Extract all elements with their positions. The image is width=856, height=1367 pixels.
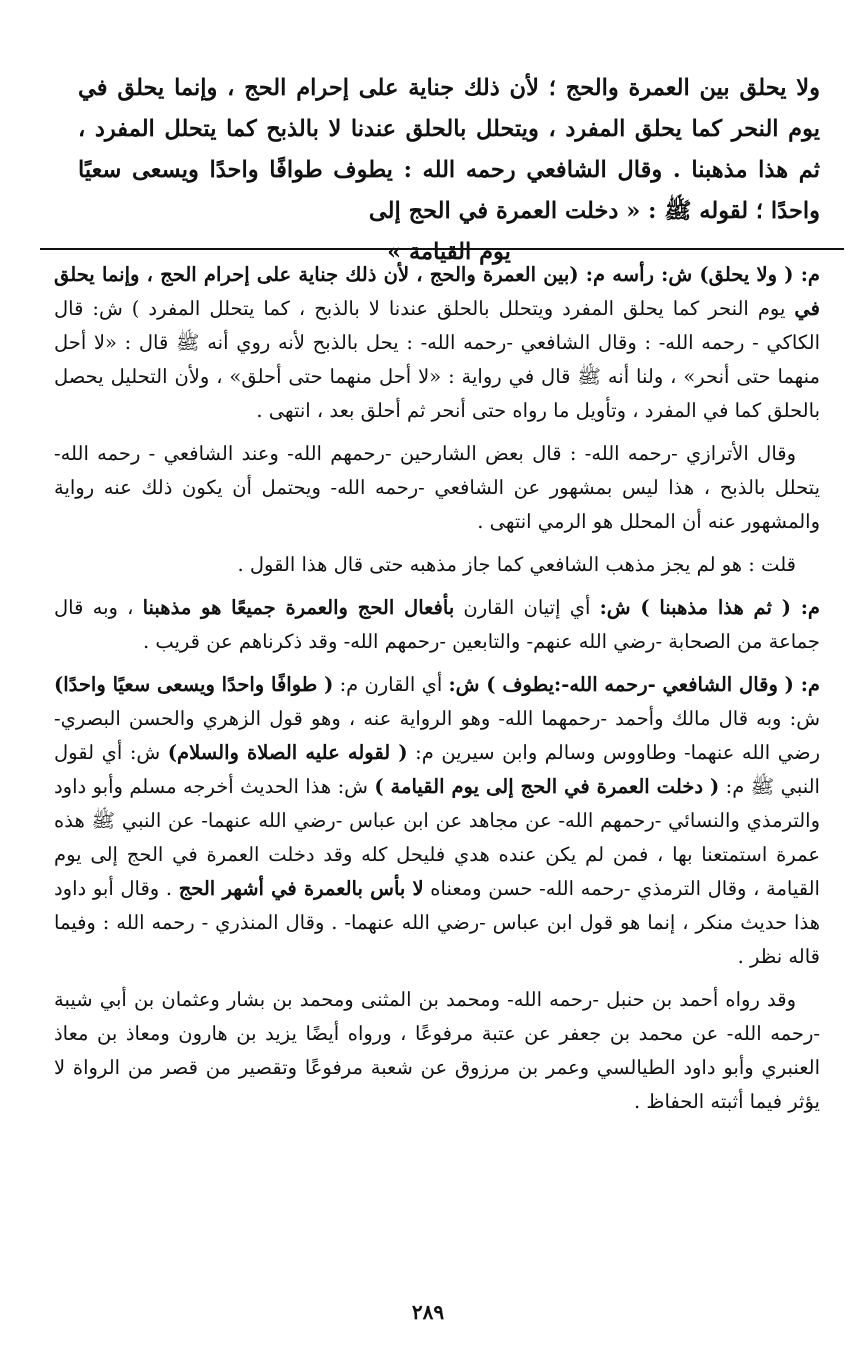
commentary-text: ، وبه قال جماعة من الصحابة -رضي الله عنهم- والتابعين -رحمهم الله- وقد ذكرناهم عن قريب . xyxy=(54,596,820,653)
separator-rule xyxy=(40,248,844,250)
commentary-paragraph-1 xyxy=(54,258,820,428)
quoted-matn: م: ( وقال الشافعي -رحمه الله-:يطوف ) ش: xyxy=(448,673,820,696)
commentary-paragraph-4 xyxy=(54,591,820,659)
commentary-text: أي القارن م: xyxy=(333,673,449,696)
sharh-commentary xyxy=(54,258,820,1128)
commentary-text: يوم النحر كما يحلق المفرد ويتحلل بالحلق عندنا لا بالذبح ، كما يتحلل المفرد ) ش: قال الكاكي - رحمه الله- : وقال الشافعي -رحمه الله- : يحل بالذبح لأنه روي أنه ﷺ قال : «لا أحل منهما حتى أنحر» ، ولنا أنه ﷺ قال في رواية : «لا أحل منهما حتى أحلق» ، ولأن التحليل يحصل بالحلق كما في المفرد ، وتأويل ما رواه حتى أنحر ثم أحلق بعد ، انتهى . xyxy=(54,297,821,422)
matn-last-line: يوم القيامة » xyxy=(387,239,511,265)
commentary-paragraph-2: وقال الأترازي -رحمه الله- : قال بعض الشارحين -رحمهم الله- وعند الشافعي - رحمه الله- يتحلل بالذبح ، هذا ليس بمشهور عن الشافعي -رحمه الله- ويحتمل أن يكون ذلك عنه رواية والمشهور عنه أن المحلل هو الرمي انتهى . xyxy=(54,442,820,533)
commentary-text: . وقال أبو داود هذا حديث منكر ، إنما هو قول ابن عباس -رضي الله عنهما- . وقال المنذري - رحمه الله : وفيما قاله نظر . xyxy=(54,877,820,968)
quoted-matn: م: ( ثم هذا مذهبنا ) ش: xyxy=(599,596,820,619)
commentary-text: أي إتيان القارن xyxy=(454,596,600,619)
quoted-matn: ( دخلت العمرة في الحج إلى يوم القيامة ) xyxy=(374,775,720,798)
commentary-text: ش: وبه قال مالك وأحمد -رحمهما الله- وهو الرواية عنه ، وهو قول الزهري والحسن البصري-رضي الله عنهما- وطاووس وسالم وابن سيرين م: xyxy=(54,707,820,764)
commentary-paragraph-3: قلت : هو لم يجز مذهب الشافعي كما جاز مذهبه حتى قال هذا القول . xyxy=(237,553,796,576)
commentary-paragraph-5 xyxy=(54,668,820,974)
quoted-matn: ( لقوله عليه الصلاة والسلام) xyxy=(167,741,408,764)
quoted-matn: ( طوافًا واحدًا ويسعى سعيًا واحدًا) xyxy=(54,673,334,696)
quoted-matn: بأفعال الحج والعمرة جميعًا هو مذهبنا xyxy=(142,596,455,619)
commentary-paragraph-6: وقد رواه أحمد بن حنبل -رحمه الله- ومحمد بن المثنى ومحمد بن بشار وعثمان بن أبي شيبة -رحمه الله- عن محمد بن جعفر عن عتبة مرفوعًا ، ورواه أيضًا يزيد بن هارون ومعاذ بن معاذ العنبري وأبو داود الطيالسي وعمر بن مرزوق عن شعبة مرفوعًا وتقصير من قصر من الرواة لا يؤثر فيما أثبته الحفاظ . xyxy=(54,988,820,1113)
commentary-text: ش: هذا الحديث أخرجه مسلم وأبو داود والترمذي والنسائي -رحمهم الله- عن مجاهد عن ابن عباس -رضي الله عنهما- عن النبي ﷺ هذه عمرة استمتعنا بها ، فمن لم يكن عنده هدي فليحل كله وقد دخلت العمرة في الحج إلى يوم القيامة ، وقال الترمذي -رحمه الله- حسن ومعناه xyxy=(54,775,820,900)
commentary-text: ش: أي لقول النبي ﷺ م: xyxy=(54,741,820,798)
quoted-matn: م: ( ولا يحلق) ش: رأسه م: (بين العمرة والحج ، لأن ذلك جناية على إحرام الحج ، وإنما يحلق في xyxy=(54,263,820,320)
matn-main-text xyxy=(78,68,820,273)
matn-paragraph: ولا يحلق بين العمرة والحج ؛ لأن ذلك جناية على إحرام الحج ، وإنما يحلق في يوم النحر كما يحلق المفرد ، ويتحلل بالحلق عندنا لا بالذبح كما يتحلل المفرد ، ثم هذا مذهبنا . وقال الشافعي رحمه الله : يطوف طوافًا واحدًا ويسعى سعيًا واحدًا ؛ لقوله ﷺ : « دخلت العمرة في الحج إلى xyxy=(78,75,820,224)
page-number: ٢٨٩ xyxy=(411,1300,445,1324)
quoted-matn: لا بأس بالعمرة في أشهر الحج xyxy=(178,877,424,900)
